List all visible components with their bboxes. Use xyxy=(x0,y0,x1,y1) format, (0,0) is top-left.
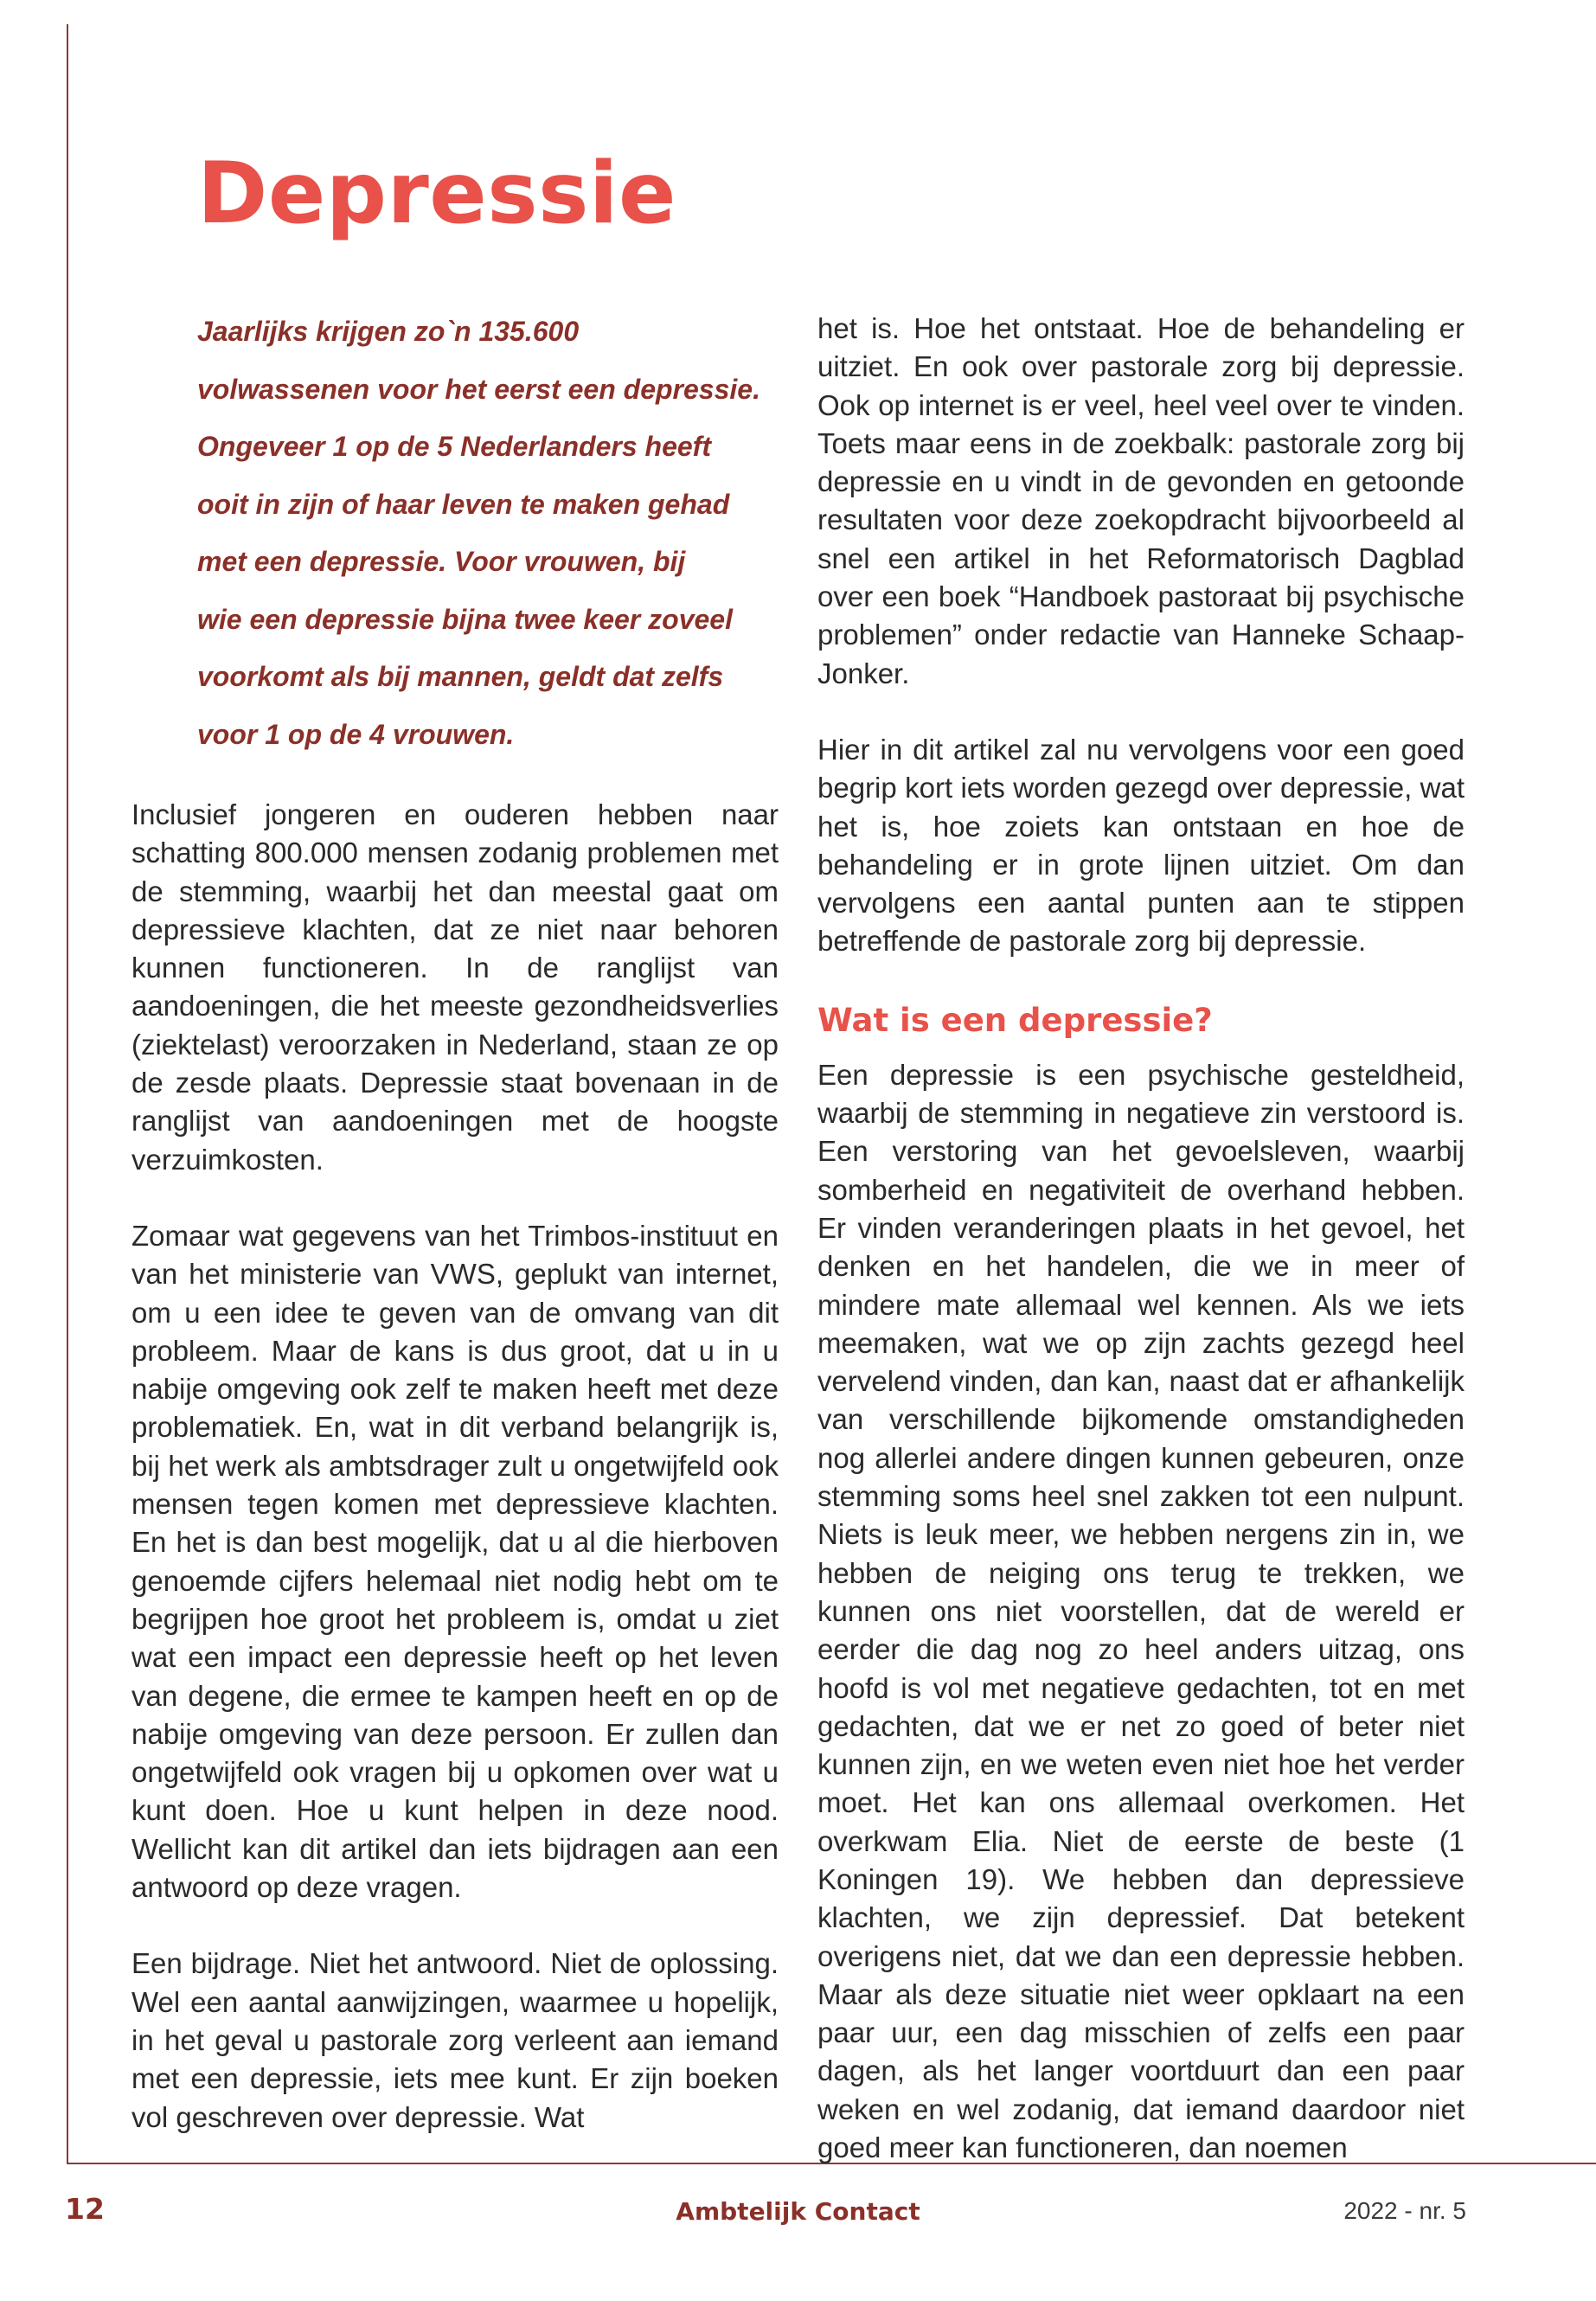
body-paragraph: het is. Hoe het ontstaat. Hoe de behandeling er uitziet. En ook over pastorale zorg bij depressie. Ook op internet is er veel, heel veel over te vinden. Toets maar eens in de zoekbalk: pastorale zorg bij depressie en u vindt in de gevonden en getoonde resultaten voor deze zoekopdracht bijvoorbeeld al snel een artikel in het Reformatorisch Dagblad over een boek “Handboek pastoraat bij psychische problemen” onder redactie van Hanneke Schaap-Jonker. xyxy=(817,312,1465,689)
section-heading: Wat is een depressie? xyxy=(817,1001,1213,1039)
body-paragraph: Een bijdrage. Niet het antwoord. Niet de oplossing. Wel een aantal aanwijzingen, waarmee u hopelijk, in het geval u pastorale zorg verleent aan iemand met een depressie, iets mee kunt. Er zijn boeken vol geschreven over depressie. Wat xyxy=(131,1947,779,2133)
body-paragraph: Inclusief jongeren en ouderen hebben naar schatting 800.000 mensen zodanig problemen met de stemming, waarbij het dan meestal gaat om depressieve klachten, dat ze niet naar behoren kunnen functioneren. In de ranglijst van aandoeningen, die het meeste gezondheidsverlies (ziektelast) veroorzaken in Nederland, staan ze op de zesde plaats. Depressie staat bovenaan in de ranglijst van aandoeningen met de hoogste verzuimkosten. xyxy=(131,798,779,1176)
body-paragraph: Zomaar wat gegevens van het Trimbos-instituut en van het ministerie van VWS, geplukt van internet, om u een idee te geven van de omvang van dit probleem. Maar de kans is dus groot, dat u in u nabije omgeving ook zelf te maken heeft met deze problematiek. En, wat in dit verband belangrijk is, bij het werk als ambtsdrager zult u ongetwijfeld ook mensen tegen komen met depressieve klachten. En het is dan best mogelijk, dat u al die hierboven genoemde cijfers helemaal niet nodig hebt om te begrijpen hoe groot het probleem is, omdat u ziet wat een impact een depressie heeft op het leven van degene, die ermee te kampen heeft en op de nabije omgeving van deze persoon. Er zullen dan ongetwijfeld ook vragen bij u opkomen over wat u kunt doen. Hoe u kunt helpen in deze nood. Wellicht kan dit artikel dan iets bijdragen aan een antwoord op deze vragen. xyxy=(131,1219,779,1904)
intro-line: voor 1 op de 4 vrouwen. xyxy=(197,718,515,750)
issue-number: 2022 - nr. 5 xyxy=(1343,2197,1466,2224)
left-column xyxy=(131,796,779,2137)
intro-lead xyxy=(197,303,785,763)
intro-line: wie een depressie bijna twee keer zoveel xyxy=(197,603,733,635)
intro-line: ooit in zijn of haar leven te maken gehad xyxy=(197,488,730,520)
body-paragraph: Een depressie is een psychische gesteldheid, waarbij de stemming in negatieve zin verstoord is. Een verstoring van het gevoelsleven, waarbij somberheid en negativiteit de overhand hebben. Er vinden veranderingen plaats in het gevoel, het denken en het handelen, die we in meer of mindere mate allemaal wel kennen. Als we iets meemaken, wat we op zijn zachts gezegd heel vervelend vinden, dan kan, naast dat er afhankelijk van verschillende bijkomende omstandigheden nog allerlei andere dingen kunnen gebeuren, onze stemming soms heel snel zakken tot een nulpunt. Niets is leuk meer, we hebben nergens zin in, we hebben de neiging ons terug te trekken, we kunnen ons niet voorstellen, dat de wereld er eerder die dag nog zo heel anders uitzag, ons hoofd is vol met negatieve gedachten, tot en met gedachten, dat we er net zo goed of beter niet kunnen zijn, en we weten even niet hoe het verder moet. Het kan ons allemaal overkomen. Het overkwam Elia. Niet de eerste de beste (1 Koningen 19). We hebben dan depressieve klachten, we zijn depressief. Dat betekent overigens niet, dat we dan een depressie hebben. Maar als deze situatie niet weer opklaart na een paar uur, een dag misschien of zelfs een paar dagen, als het langer voortduurt dan een paar weken en wel zodanig, dat iemand daardoor niet goed meer kan functioneren, dan noemen xyxy=(817,1058,1465,2164)
intro-line: Ongeveer 1 op de 5 Nederlanders heeft xyxy=(197,431,711,462)
intro-line: volwassenen voor het eerst een depressie. xyxy=(197,373,760,405)
page-number: 12 xyxy=(65,2192,105,2226)
article-title: Depressie xyxy=(197,144,676,243)
body-paragraph: Hier in dit artikel zal nu vervolgens voor een goed begrip kort iets worden gezegd over depressie, wat het is, hoe zoiets kan ontstaan en hoe de behandeling er in grote lijnen uitziet. Om dan vervolgens een aantal punten aan te stippen betreffende de pastorale zorg bij depressie. xyxy=(817,733,1465,958)
intro-line: met een depressie. Voor vrouwen, bij xyxy=(197,546,686,577)
magazine-name: Ambtelijk Contact xyxy=(676,2197,920,2226)
left-margin-rule xyxy=(67,24,68,2164)
intro-line: Jaarlijks krijgen zo`n 135.600 xyxy=(197,316,580,347)
intro-line: voorkomt als bij mannen, geldt dat zelfs xyxy=(197,661,724,692)
right-column xyxy=(817,310,1465,2167)
